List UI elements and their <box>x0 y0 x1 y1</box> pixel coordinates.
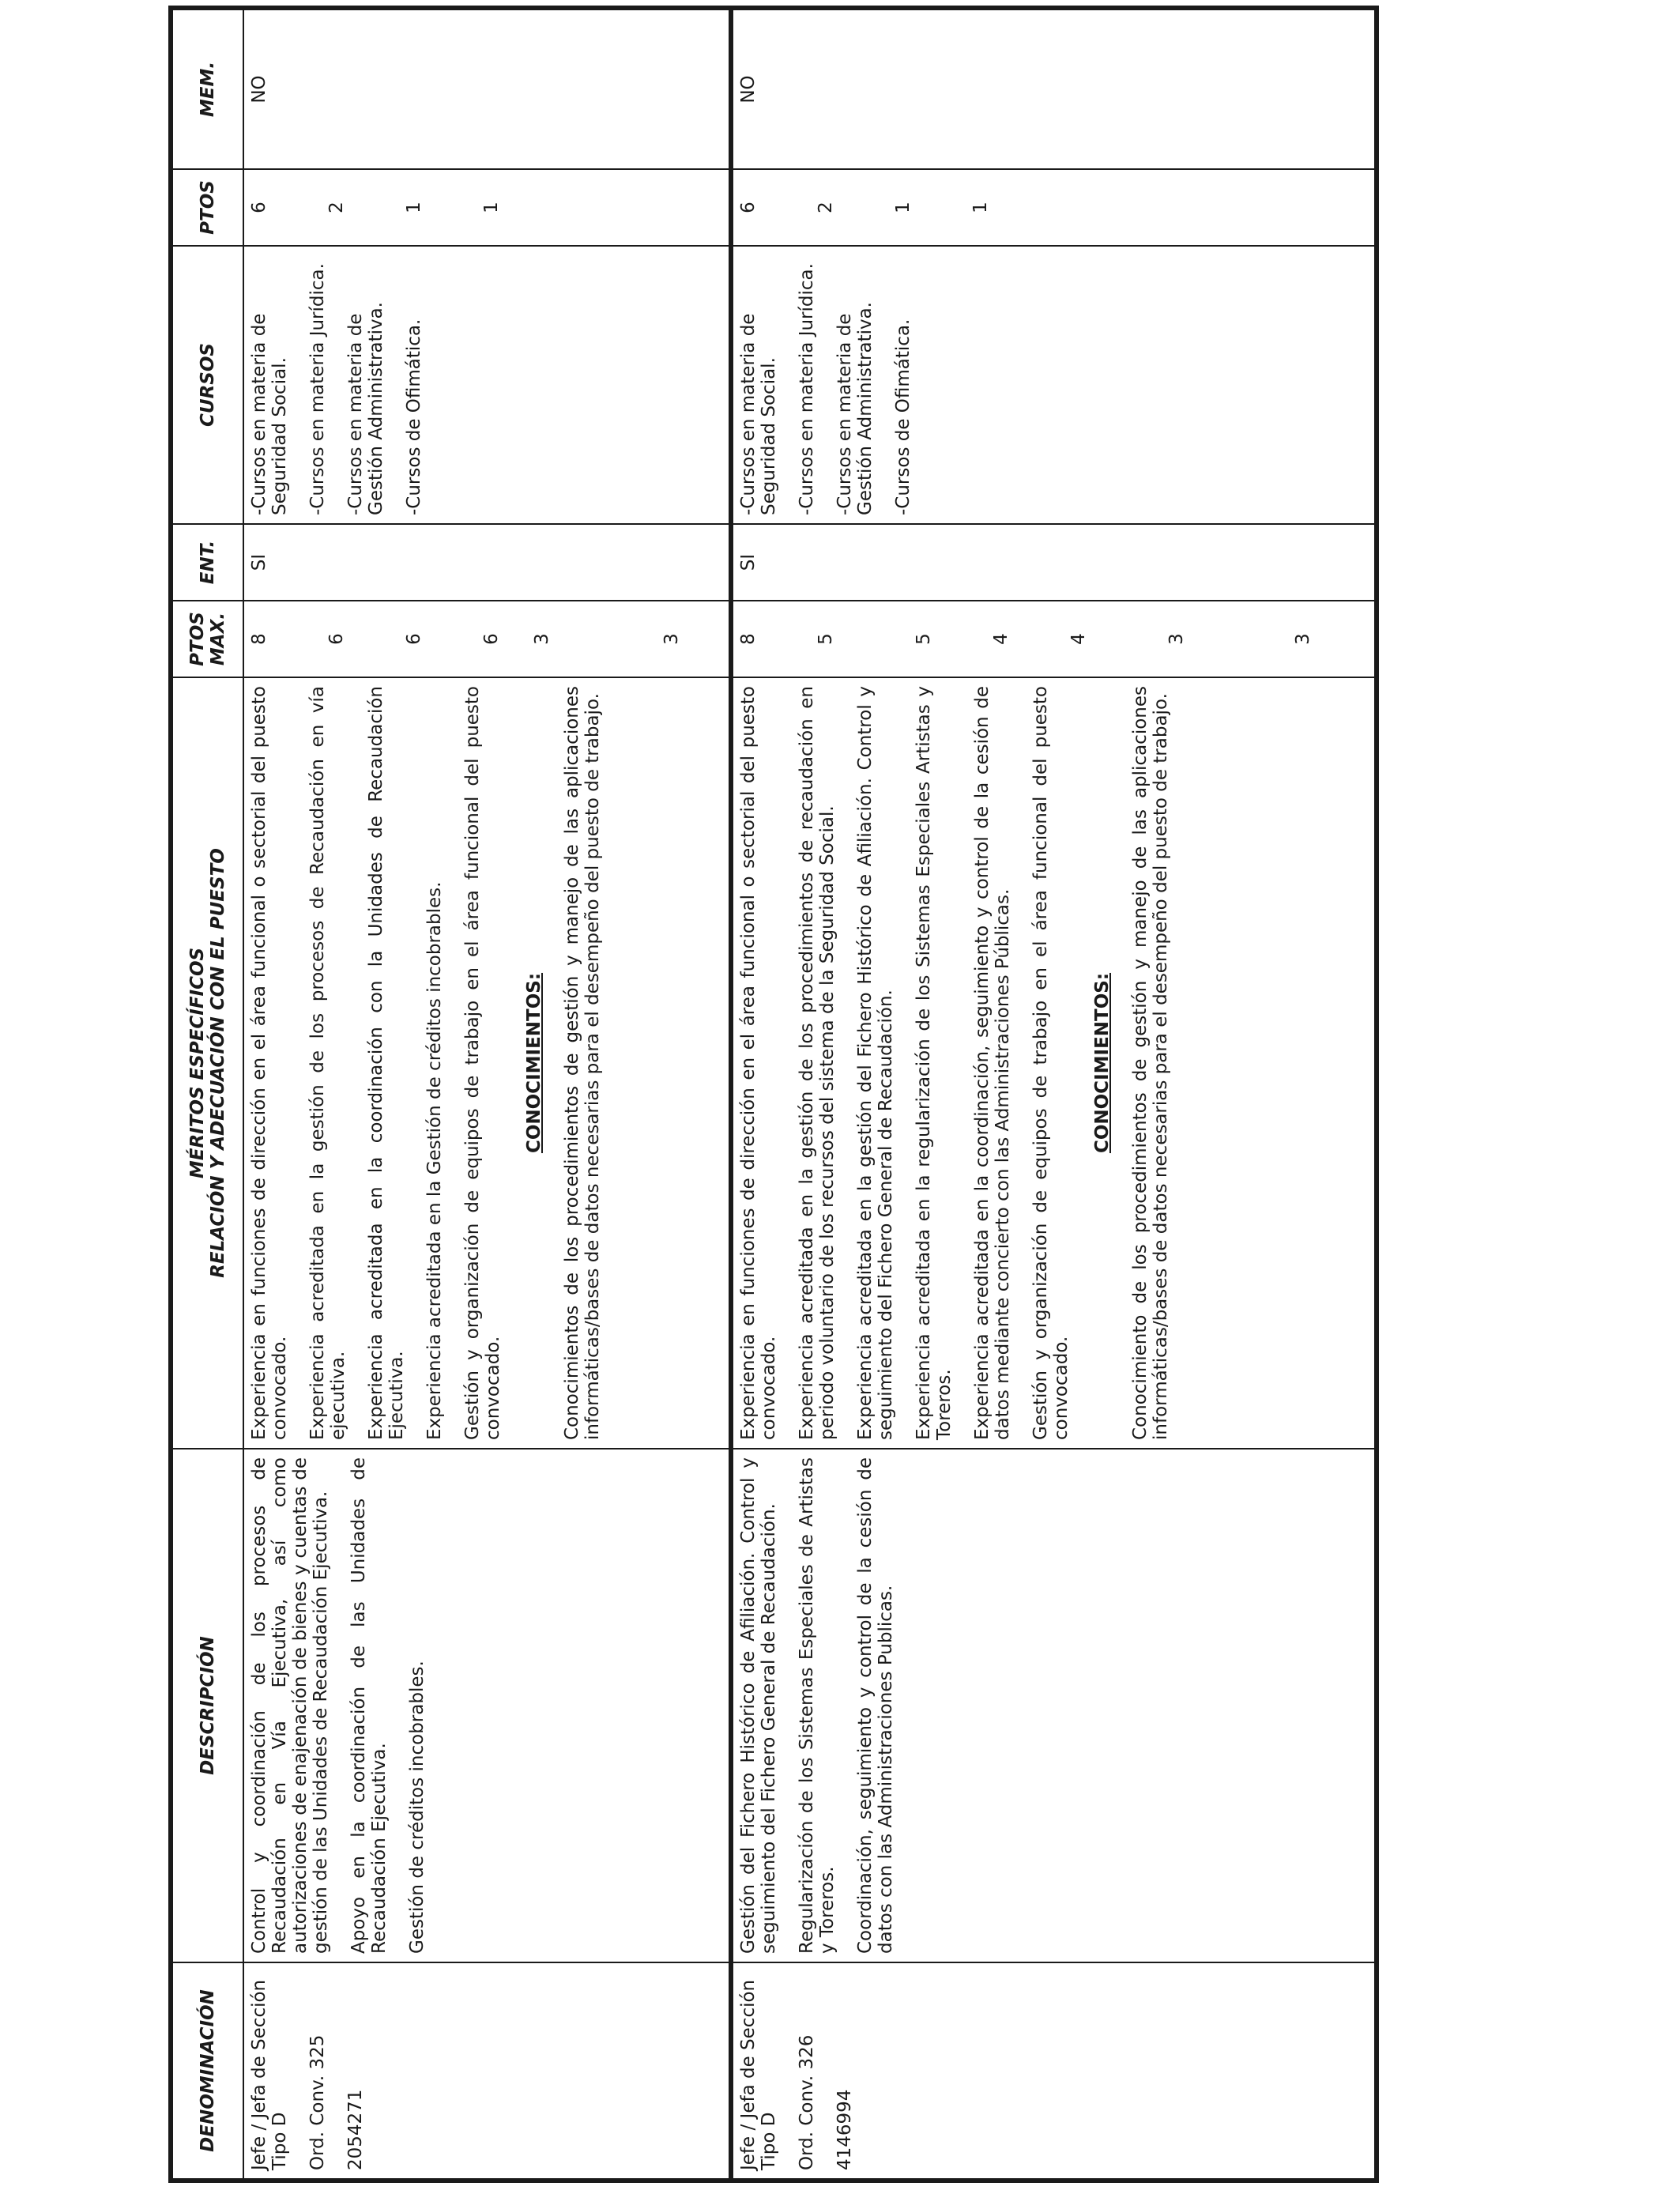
header-mem: MEM. <box>171 8 243 169</box>
merito-item: Experiencia acreditada en la coordinación con la Unidades de Recaudación Ejecutiva. <box>366 686 407 1440</box>
ptos-max-value: 3 <box>1293 633 1314 645</box>
merito-item: Gestión y organización de equipos de trabajo en el área funcional del puesto convocado. <box>462 686 503 1440</box>
header-meritos-line1: MÉRITOS ESPECÍFICOS <box>187 947 208 1179</box>
ptos-max-value: 8 <box>249 633 269 645</box>
curso-item: -Cursos de Ofimática. <box>404 319 424 515</box>
ptos-value: 1 <box>893 202 914 213</box>
descripcion-item: Control y coordinación de los procesos de Recaudación en Vía Ejecutiva, así como autorizaciones de enajenación de bienes y cuentas de gestión de las Unidades de Recaudación Ejecutiva. <box>249 1457 331 1954</box>
descripcion-cell <box>243 1449 731 1962</box>
curso-item: -Cursos en materia Jurídica. <box>797 263 818 515</box>
merito-item: Gestión y organización de equipos de trabajo en el área funcional del puesto convocado. <box>1030 686 1072 1440</box>
denominacion-ord: Ord. Conv. 326 <box>797 2034 818 2170</box>
denominacion-code: 2054271 <box>345 2089 366 2170</box>
table-row <box>731 8 1377 2181</box>
mem-cell: NO <box>731 8 1377 169</box>
ptos-cell <box>243 169 731 246</box>
header-descripcion: DESCRIPCIÓN <box>171 1449 243 1962</box>
header-ptos: PTOS <box>171 169 243 246</box>
ptos-max-value: 6 <box>404 633 424 645</box>
merito-item: Experiencia acreditada en la coordinación, seguimiento y control de la cesión de datos mediante concierto con las Administraciones Públicas. <box>972 686 1014 1440</box>
curso-item: -Cursos en materia de Seguridad Social. <box>738 313 780 515</box>
header-meritos <box>171 677 243 1449</box>
conocimientos-text: Conocimientos de los procedimientos de gestión y manejo de las aplicaciones informáticas/bases de datos necesarias para el desempeño del puesto de trabajo. <box>562 686 603 1440</box>
ptos-max-value: 6 <box>326 633 347 645</box>
merito-item: Experiencia acreditada en la regularización de los Sistemas Especiales Artistas y Toreros. <box>913 686 955 1440</box>
conocimientos-text: Conocimiento de los procedimientos de gestión y manejo de las aplicaciones informáticas/bases de datos necesarias para el desempeño del puesto de trabajo. <box>1130 686 1172 1440</box>
denominacion-code: 4146994 <box>834 2089 856 2170</box>
ent-cell: SI <box>731 524 1377 601</box>
descripcion-item: Regularización de los Sistemas Especiales de Artistas y Toreros. <box>797 1457 838 1954</box>
merito-item: Experiencia en funciones de dirección en el área funcional o sectorial del puesto convocado. <box>738 686 780 1440</box>
ptos-max-value: 5 <box>913 633 935 645</box>
curso-item: -Cursos en materia de Gestión Administrativa. <box>345 302 386 515</box>
header-ent: ENT. <box>171 524 243 601</box>
conocimientos-title: CONOCIMIENTOS: <box>1092 972 1113 1154</box>
conocimientos-title: CONOCIMIENTOS: <box>524 972 544 1154</box>
ptos-max-value: 6 <box>481 633 502 645</box>
ptos-value: 6 <box>249 202 269 213</box>
denominacion-title: Jefe / Jefa de Sección Tipo D <box>738 1979 780 2170</box>
merito-item: Experiencia en funciones de dirección en el área funcional o sectorial del puesto convocado. <box>249 686 290 1440</box>
ptos-max-value: 3 <box>532 633 552 645</box>
ptos-max-value: 4 <box>1068 633 1090 645</box>
header-ptos-max <box>171 601 243 677</box>
descripcion-item: Apoyo en la coordinación de las Unidades de Recaudación Ejecutiva. <box>348 1457 390 1954</box>
ptos-value: 2 <box>326 202 347 213</box>
header-ptos-max-line1: PTOS <box>187 612 208 666</box>
denominacion-title: Jefe / Jefa de Sección Tipo D <box>249 1979 290 2170</box>
header-row <box>171 8 243 2181</box>
ptos-cell <box>731 169 1377 246</box>
ptos-value: 1 <box>404 202 424 213</box>
curso-item: -Cursos de Ofimática. <box>893 319 914 515</box>
merito-item: Experiencia acreditada en la Gestión de créditos incobrables. <box>424 881 445 1440</box>
meritos-cell <box>243 677 731 1449</box>
ptos-max-cell <box>731 601 1377 677</box>
descripcion-cell <box>731 1449 1377 1962</box>
header-ptos-max-line2: MAX. <box>208 612 228 666</box>
ptos-max-value: 5 <box>816 633 837 645</box>
ptos-max-value: 3 <box>661 633 682 645</box>
merito-item: Experiencia acreditada en la gestión del Fichero Histórico de Afiliación. Control y seguimiento del Fichero General de Recaudación. <box>855 686 897 1440</box>
denominacion-cell <box>243 1962 731 2181</box>
ptos-max-value: 3 <box>1166 633 1188 645</box>
descripcion-item: Gestión de créditos incobrables. <box>407 1661 428 1954</box>
ent-cell: SI <box>243 524 731 601</box>
curso-item: -Cursos en materia Jurídica. <box>307 263 328 515</box>
ptos-value: 1 <box>481 202 502 213</box>
denominacion-cell <box>731 1962 1377 2181</box>
cursos-cell <box>243 246 731 524</box>
ptos-max-value: 8 <box>738 633 759 645</box>
merito-item: Experiencia acreditada en la gestión de los procedimientos de recaudación en periodo voluntario de los recursos del sistema de la Seguridad Social. <box>797 686 838 1440</box>
descripcion-item: Coordinación, seguimiento y control de la cesión de datos con las Administraciones Publicas. <box>855 1457 897 1954</box>
mem-cell: NO <box>243 8 731 169</box>
denominacion-ord: Ord. Conv. 325 <box>307 2034 328 2170</box>
meritos-cell <box>731 677 1377 1449</box>
merits-table <box>168 6 1379 2183</box>
cursos-cell <box>731 246 1377 524</box>
ptos-value: 6 <box>738 202 759 213</box>
table-row <box>243 8 731 2181</box>
ptos-max-value: 4 <box>991 633 1012 645</box>
header-denominacion: DENOMINACIÓN <box>171 1962 243 2181</box>
rotated-page <box>168 10 1379 2183</box>
ptos-value: 1 <box>970 202 992 213</box>
ptos-value: 2 <box>816 202 837 213</box>
header-meritos-line2: RELACIÓN Y ADECUACIÓN CON EL PUESTO <box>208 848 228 1278</box>
curso-item: -Cursos en materia de Gestión Administrativa. <box>834 302 876 515</box>
header-cursos: CURSOS <box>171 246 243 524</box>
merito-item: Experiencia acreditada en la gestión de los procesos de Recaudación en vía ejecutiva. <box>307 686 348 1440</box>
curso-item: -Cursos en materia de Seguridad Social. <box>249 313 290 515</box>
ptos-max-cell <box>243 601 731 677</box>
descripcion-item: Gestión del Fichero Histórico de Afiliación. Control y seguimiento del Fichero General de Recaudación. <box>738 1457 780 1954</box>
